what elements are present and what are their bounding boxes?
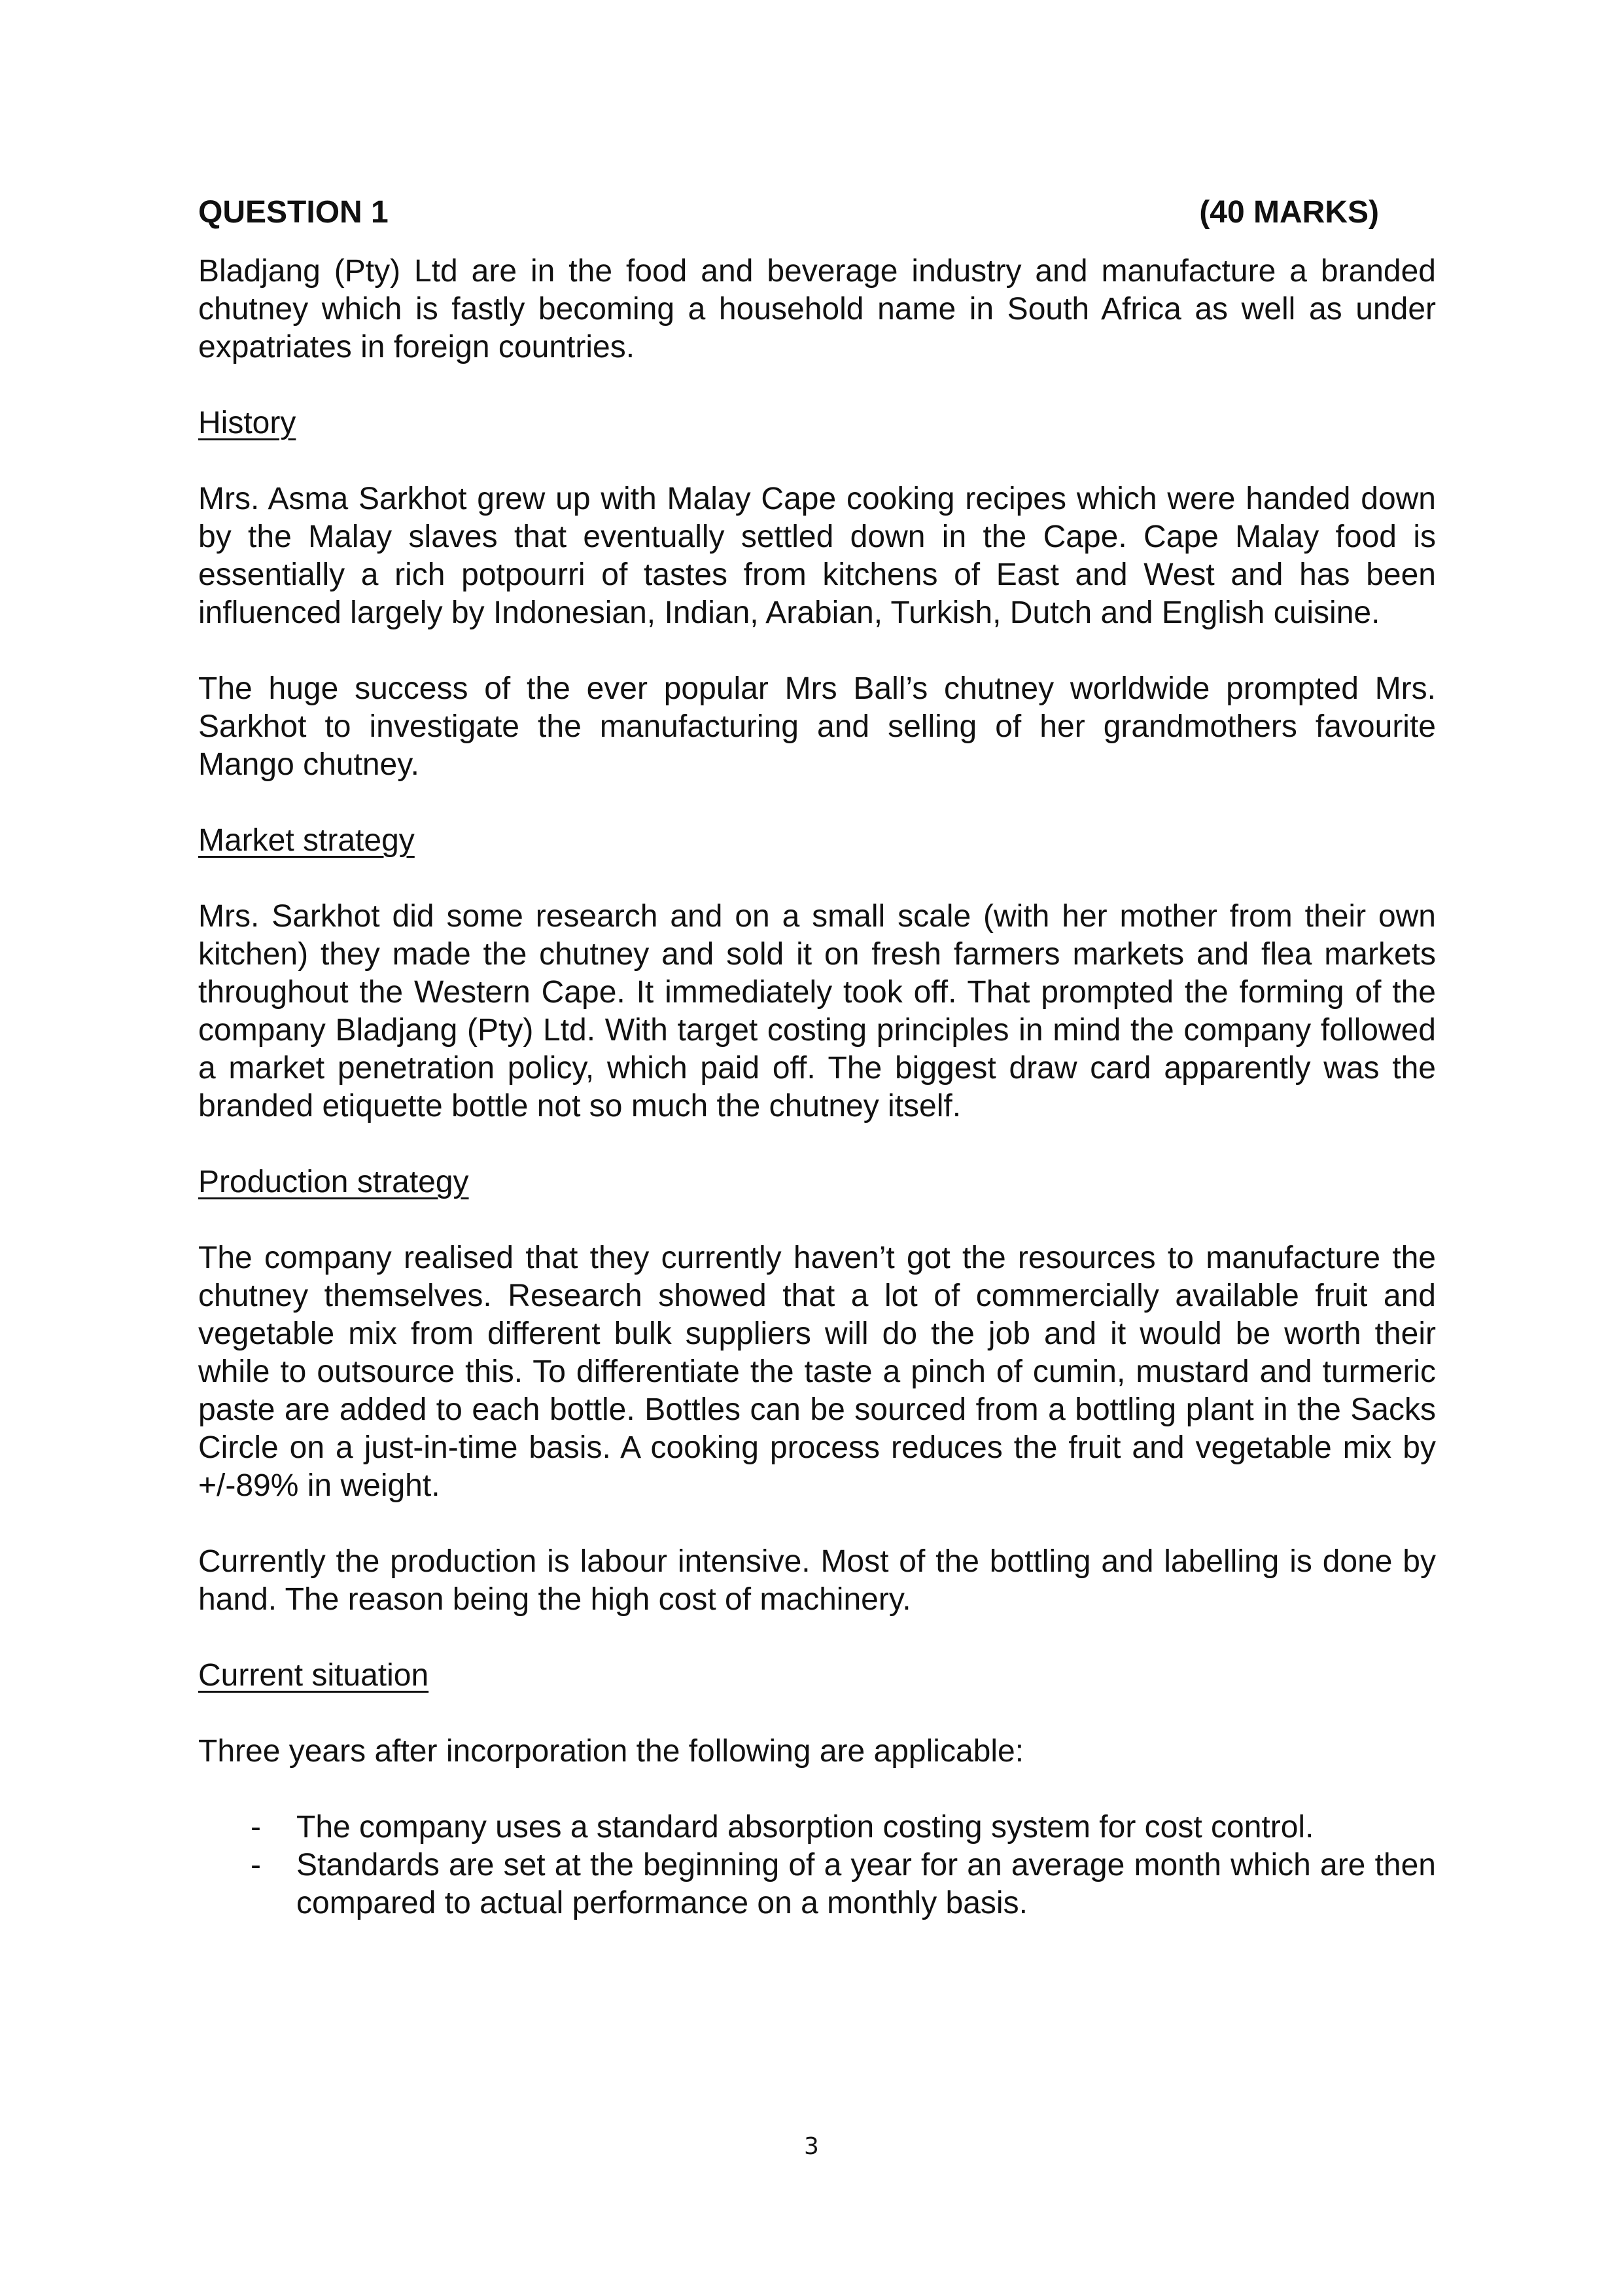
current-situation-intro: Three years after incorporation the following are applicable: [198, 1734, 1024, 1769]
history-paragraph-2: The huge success of the ever popular Mrs Ball’s chutney worldwide prompted Mrs. Sarkhot to investigate the manufacturing and selling of her grandmothers favourite Mango chutney. [198, 671, 1436, 782]
history-heading: History [198, 406, 296, 440]
list-item [198, 1846, 1436, 1922]
production-paragraph-1: The company realised that they currently haven’t got the resources to manufacture the chutney themselves. Research showed that a lot of commercially available fruit and vegetable mix from different bulk suppliers will do the job and it would be worth their while to outsource this. To differentiate the taste a pinch of cumin, mustard and turmeric paste are added to each bottle. Bottles can be sourced from a bottling plant in the Sacks Circle on a just-in-time basis. A cooking process reduces the fruit and vegetable mix by +/-89% in weight. [198, 1241, 1436, 1503]
current-situation-heading: Current situation [198, 1658, 429, 1693]
dash-bullet: - [251, 1848, 261, 1882]
history-paragraph-1: Mrs. Asma Sarkhot grew up with Malay Cape cooking recipes which were handed down by the Malay slaves that eventually settled down in the Cape. Cape Malay food is essentially a rich potpourri of tastes from kitchens of East and West and has been influenced largely by Indonesian, Indian, Arabian, Turkish, Dutch and English cuisine. [198, 482, 1436, 630]
question-header [198, 194, 1436, 234]
market-strategy-heading: Market strategy [198, 823, 415, 858]
production-strategy-heading: Production strategy [198, 1165, 469, 1199]
question-marks: (40 MARKS) [1199, 195, 1379, 230]
intro-paragraph: Bladjang (Pty) Ltd are in the food and beverage industry and manufacture a branded chutney which is fastly becoming a household name in South Africa as well as under expatriates in foreign countries. [198, 254, 1436, 364]
current-situation-list [198, 1809, 1436, 1922]
page-content [198, 194, 1436, 1922]
list-item-text: The company uses a standard absorption costing system for cost control. [296, 1810, 1314, 1845]
market-strategy-paragraph: Mrs. Sarkhot did some research and on a small scale (with her mother from their own kitchen) they made the chutney and sold it on fresh farmers markets and flea markets throughout the Western Cape. It immediately took off. That prompted the forming of the company Bladjang (Pty) Ltd. With target costing principles in mind the company followed a market penetration policy, which paid off. The biggest draw card apparently was the branded etiquette bottle not so much the chutney itself. [198, 899, 1436, 1123]
list-item [198, 1809, 1436, 1846]
dash-bullet: - [251, 1810, 261, 1845]
page-number: 3 [804, 2133, 819, 2160]
production-paragraph-2: Currently the production is labour intensive. Most of the bottling and labelling is done by hand. The reason being the high cost of machinery. [198, 1544, 1436, 1617]
list-item-text: Standards are set at the beginning of a year for an average month which are then compared to actual performance on a monthly basis. [296, 1848, 1436, 1920]
question-title: QUESTION 1 [198, 195, 389, 230]
